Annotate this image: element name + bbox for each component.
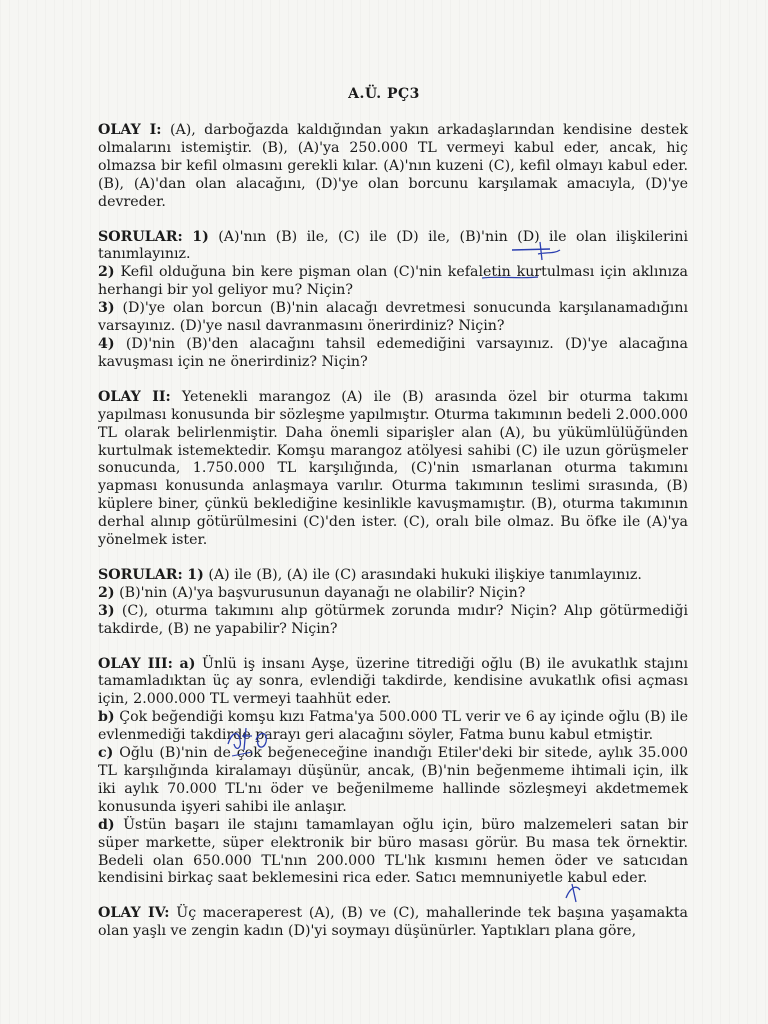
olay-4	[98, 905, 688, 941]
olay-3-d: d) Üstün başarı ile stajını tamamlayan oğlu için, büro malzemeleri satan bir süper markette, süper elektronik bir büro masası görür. Bu masa tek örnektir. Bedeli olan 650.000 TL'nın 200.000 TL'lık kısmını hemen öder ve satıcıdan kendisini birkaç saat beklemesini rica eder. Satıcı memnuniyetle kabul eder.	[98, 816, 689, 887]
olay-3-c: c) Oğlu (B)'nin de çok beğeneceğine inandığı Etiler'deki bir sitede, aylık 35.000 TL karşılığında kiralamayı düşünür, ancak, (B)'nin beğenmeme ihtimali için, ilk iki aylık 70.000 TL'nı öder ve beğenilmeme hallinde sözleşmeyi akdetmemek konusunda işyeri sahibi ile anlaşır.	[98, 745, 688, 815]
sorular-1	[98, 229, 688, 372]
olay-1-label: OLAY I:	[98, 122, 162, 138]
question-1-2: 2) Kefil olduğuna bin kere pişman olan (C)'nin kefaletin kurtulması için aklınıza herhangi bir yol geliyor mu? Niçin?	[98, 264, 688, 299]
olay-3-label: OLAY III:	[98, 655, 173, 672]
question-1-3: 3) (D)'ye olan borcun (B)'nin alacağı devretmesi sonucunda karşılanamadığını varsayınız. (D)'ye nasıl davranmasını önerirdiniz? Niçin?	[98, 300, 688, 335]
olay-1-text: (A), darboğazda kaldığından yakın arkadaşlarından kendisine destek olmalarını istemiştir. (B), (A)'ya 250.000 TL vermeyi kabul eder, ancak, hiç olmazsa bir kefil olmasını gerekli kılar. (A)'nın kuzeni (C), kefil olmayı kabul eder. (B), (A)'dan olan alacağını, (D)'ye olan borcunu karşılamak amacıyla, (D)'ye devreder.	[98, 122, 689, 210]
olay-3-a: OLAY III: a) Ünlü iş insanı Ayşe, üzerine titrediği oğlu (B) ile avukatlık stajını tamamladıktan üç ay sonra, evlendiği takdirde, kendisine avukatlık ofisi açması için, 2.000.000 TL vermeyi taahhüt eder.	[98, 655, 688, 708]
question-2-1: SORULAR: 1) (A) ile (B), (A) ile (C) arasındaki hukuki ilişkiye tanımlayınız.	[98, 566, 642, 583]
question-1-1: SORULAR: 1) (A)'nın (B) ile, (C) ile (D) ile, (B)'nin (D) ile olan ilişkilerini tanımlayınız.	[98, 228, 689, 263]
page-title: A.Ü. PÇ3	[348, 86, 420, 102]
olay-3	[98, 656, 688, 889]
olay-3-b: b) Çok beğendiği komşu kızı Fatma'ya 500.000 TL verir ve 6 ay içinde oğlu (B) ile evlenmediği takdirde parayı geri alacağını söyler, Fatma bunu kabul etmiştir.	[98, 709, 688, 744]
question-1-4: 4) (D)'nin (B)'den alacağını tahsil edemediğini varsayınız. (D)'ye alacağına kavuşması için ne önerirdiniz? Niçin?	[98, 335, 689, 370]
question-2-3: 3) (C), oturma takımını alıp götürmek zorunda mıdır? Niçin? Alıp götürmediği takdirde, (B) ne yapabilir? Niçin?	[98, 602, 689, 637]
document-body	[98, 122, 688, 958]
olay-2	[98, 389, 688, 550]
olay-4-text: Üç maceraperest (A), (B) ve (C), mahallerinde tek başına yaşamakta olan yaşlı ve zengin kadın (D)'yi soymayı düşünürler. Yaptıkları plana göre,	[98, 905, 688, 940]
olay-2-label: OLAY II:	[98, 388, 171, 405]
olay-2-text: Yetenekli marangoz (A) ile (B) arasında özel bir oturma takımı yapılması konusunda bir sözleşme yapılmıştır. Oturma takımının bedeli 2.000.000 TL olarak belirlenmiştir. Daha önemli siparişler alan (A), bu yükümlülüğünden kurtulmak istemektedir. Komşu marangoz atölyesi sahibi (C) ile uzun görüşmeler sonucunda, 1.750.000 TL karşılığında, (C)'nin ısmarlanan oturma takımını yapması konusunda anlaşmaya varılır. Oturma takımının teslimi sırasında, (B) küplere biner, çünkü beklediğine kesinlikle kavuşmamıştır. (B), oturma takımının derhal alınıp götürülmesini (C)'den ister. (C), oralı bile olmaz. Bu öfke ile (A)'ya yönelmek ister.	[98, 388, 689, 549]
sorular-1-label: SORULAR:	[98, 228, 183, 245]
question-2-2: 2) (B)'nin (A)'ya başvurusunun dayanağı ne olabilir? Niçin?	[98, 584, 526, 601]
olay-4-label: OLAY IV:	[98, 905, 170, 922]
sorular-2-label: SORULAR:	[98, 566, 183, 583]
olay-1	[98, 122, 688, 212]
sorular-2	[98, 567, 688, 639]
